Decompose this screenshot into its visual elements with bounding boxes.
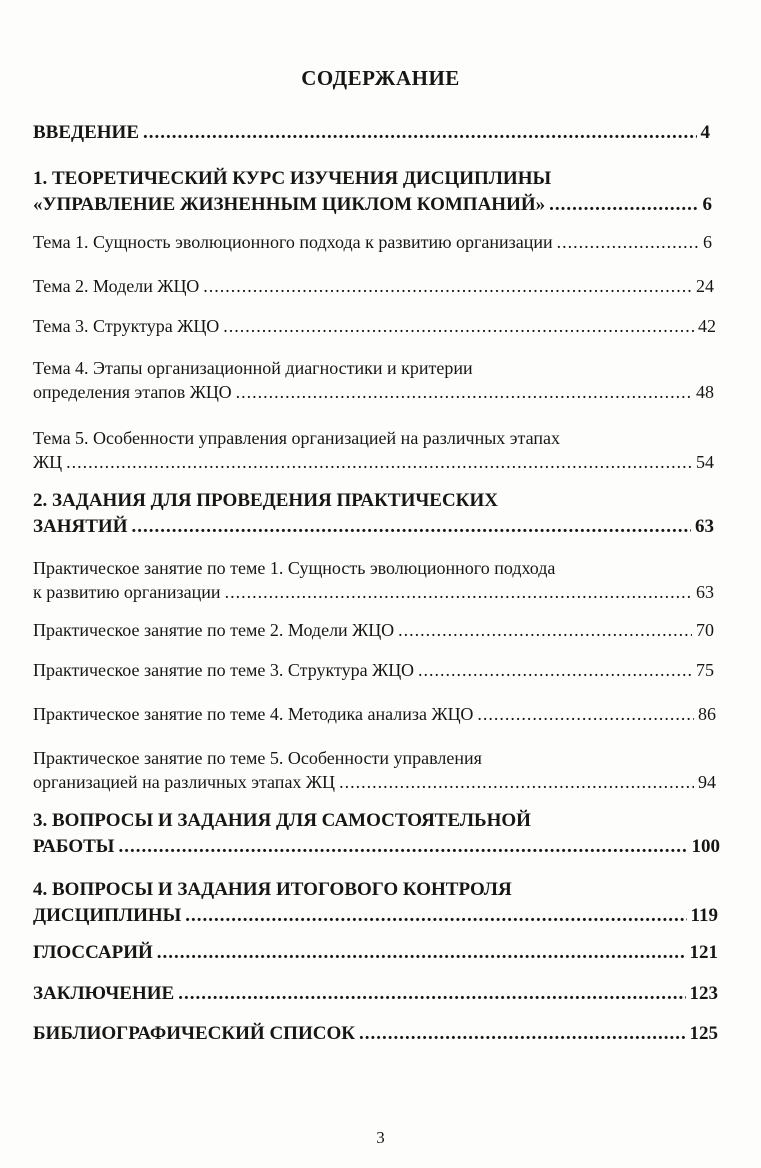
toc-entry [33,942,718,964]
toc-entry-final-line [33,315,716,337]
dot-leader [203,275,692,297]
toc-entry-title: Тема 3. Структура ЖЦО [33,316,220,336]
toc-entry-title: ВВЕДЕНИЕ [33,122,139,143]
toc-entry-line: 3. ВОПРОСЫ И ЗАДАНИЯ ДЛЯ САМОСТОЯТЕЛЬНОЙ [33,810,531,831]
toc-entry [33,619,714,641]
toc-entry-final-line [33,659,714,681]
dot-leader [418,659,692,681]
toc-entry-title: БИБЛИОГРАФИЧЕСКИЙ СПИСОК [33,1023,356,1044]
toc-page-number: 94 [698,772,716,792]
toc-entry [33,488,714,540]
dot-leader [118,834,687,860]
dot-leader [131,514,691,540]
toc-page-number: 6 [702,194,712,215]
toc-entry-line: Практическое занятие по теме 5. Особенности управления [33,748,482,768]
toc-page-number: 63 [696,582,714,602]
toc-page-number: 48 [696,382,714,402]
toc-page-number: 123 [689,983,718,1004]
toc-entry-final-line [33,770,716,794]
dot-leader [477,703,694,725]
toc-entry-final-line [33,619,714,641]
toc-entry-title: ЖЦ [33,452,63,472]
toc-page-number: 54 [696,452,714,472]
toc-entry [33,808,720,860]
toc-entry-title: ЗАКЛЮЧЕНИЕ [33,983,175,1004]
toc-entry [33,122,710,144]
dot-leader [178,983,685,1005]
dot-leader [339,770,694,794]
toc-page-number: 86 [698,704,716,724]
toc-entry-title: Тема 1. Сущность эволюционного подхода к развитию организации [33,232,553,252]
toc-entry-title: Тема 2. Модели ЖЦО [33,276,200,296]
toc-entry [33,703,716,725]
toc-entry [33,983,718,1005]
toc-entry-final-line [33,450,714,474]
toc-entry-line: 2. ЗАДАНИЯ ДЛЯ ПРОВЕДЕНИЯ ПРАКТИЧЕСКИХ [33,490,498,511]
dot-leader [223,315,694,337]
toc-entry-final-line [33,983,718,1005]
toc-entry-line: Тема 4. Этапы организационной диагностики и критерии [33,358,473,378]
toc-entry-final-line [33,834,720,860]
toc-entry-title: определения этапов ЖЦО [33,382,232,402]
toc-entry-final-line [33,903,718,929]
toc-page-number: 6 [703,232,712,252]
toc-entry-title: Практическое занятие по теме 3. Структура ЖЦО [33,660,415,680]
dot-leader [157,942,686,964]
toc-entry [33,426,714,474]
toc-entry-title: ГЛОССАРИЙ [33,942,153,963]
toc-page-number: 4 [700,122,710,143]
toc-entry [33,275,714,297]
toc-entry-final-line [33,122,710,144]
toc-entry [33,746,716,794]
toc-page-number: 75 [696,660,714,680]
toc-entry [33,231,712,253]
dot-leader [225,580,692,604]
toc-page-number: 125 [689,1023,718,1044]
toc-entry-title: к развитию организации [33,582,221,602]
dot-leader [236,380,692,404]
toc-entry [33,166,712,218]
toc-entry-title: РАБОТЫ [33,836,115,857]
dot-leader [359,1023,685,1045]
toc-entry [33,877,718,929]
toc-entry-line: 1. ТЕОРЕТИЧЕСКИЙ КУРС ИЗУЧЕНИЯ ДИСЦИПЛИНЫ [33,168,552,189]
toc-entry-title: ЗАНЯТИЙ [33,516,128,537]
toc-page-number: 24 [696,276,714,296]
toc-entry-final-line [33,580,714,604]
toc-entry [33,556,714,604]
toc-page-number: 121 [689,942,718,963]
toc-entry [33,315,716,337]
toc-page-number: 119 [690,905,718,926]
toc-entry-title: Практическое занятие по теме 4. Методика анализа ЖЦО [33,704,474,724]
toc-page-number: 42 [698,316,716,336]
toc-entry-line: Практическое занятие по теме 1. Сущность эволюционного подхода [33,558,556,578]
toc-page-number: 70 [696,620,714,640]
toc-entry-line: 4. ВОПРОСЫ И ЗАДАНИЯ ИТОГОВОГО КОНТРОЛЯ [33,879,512,900]
toc-page-number: 63 [695,516,714,537]
page-title: СОДЕРЖАНИЕ [301,66,460,90]
dot-leader [185,903,686,929]
toc-entry-final-line [33,380,714,404]
toc-entry-final-line [33,275,714,297]
toc-entry-title: организацией на различных этапах ЖЦ [33,772,336,792]
dot-leader [549,192,698,218]
toc-entry-final-line [33,703,716,725]
toc-entry-line: Тема 5. Особенности управления организацией на различных этапах [33,428,560,448]
toc-entry-final-line [33,942,718,964]
toc-entry [33,356,714,404]
dot-leader [557,231,699,253]
toc-entry-final-line [33,1023,718,1045]
toc-entry-title: Практическое занятие по теме 2. Модели ЖЦО [33,620,395,640]
toc-entry-final-line [33,231,712,253]
dot-leader [143,122,697,144]
page-number: 3 [376,1128,385,1147]
dot-leader [66,450,692,474]
toc-entry [33,1023,718,1045]
toc-entry-final-line [33,514,714,540]
toc-entry-final-line [33,192,712,218]
toc-entry [33,659,714,681]
toc-entry-title: «УПРАВЛЕНИЕ ЖИЗНЕННЫМ ЦИКЛОМ КОМПАНИЙ» [33,194,546,215]
toc-page-number: 100 [691,836,720,857]
toc-entry-title: ДИСЦИПЛИНЫ [33,905,182,926]
dot-leader [398,619,692,641]
